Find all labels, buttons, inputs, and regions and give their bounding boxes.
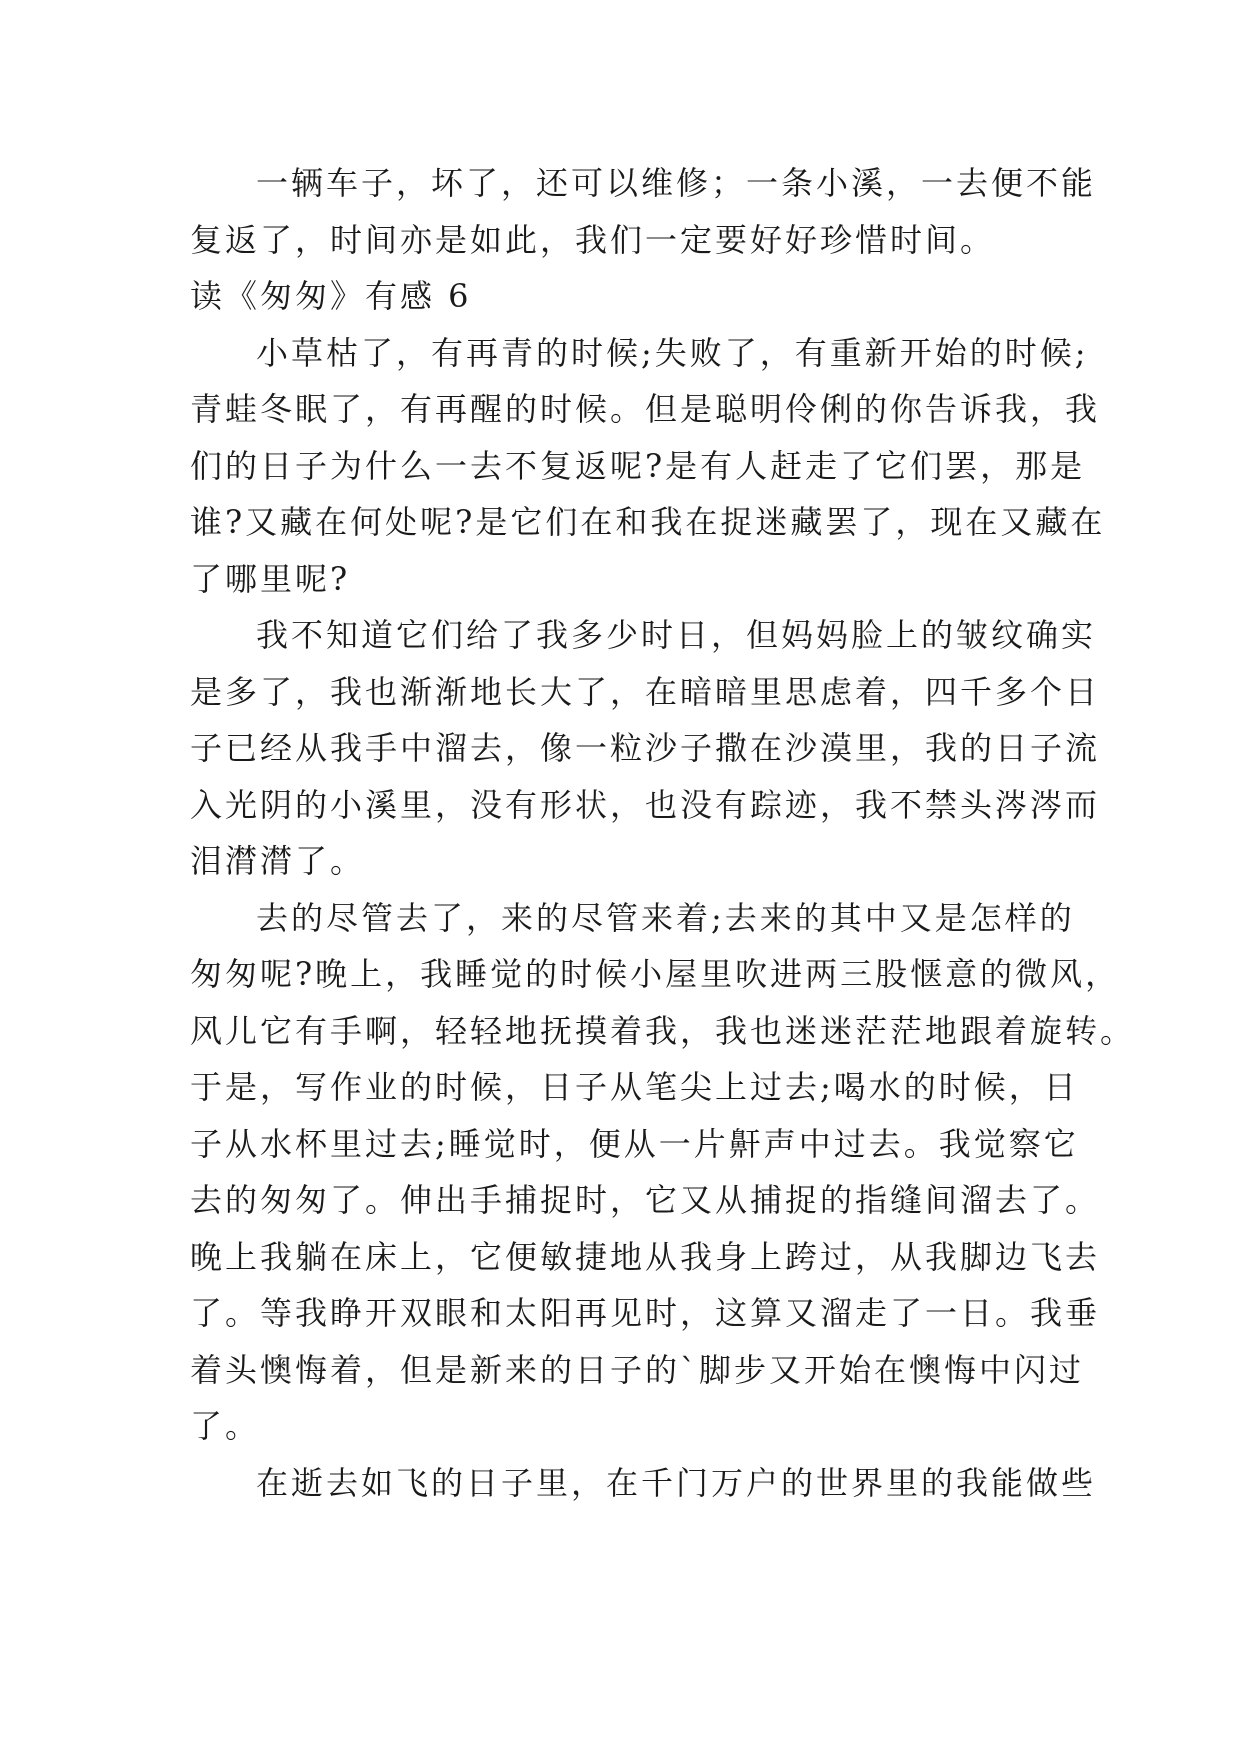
paragraph-line: 了。等我睁开双眼和太阳再见时，这算又溜走了一日。我垂 (190, 1294, 1101, 1332)
paragraph-line: 我不知道它们给了我多少时日，但妈妈脸上的皱纹确实 (256, 616, 1097, 654)
paragraph-line: 着头懊悔着，但是新来的日子的`脚步又开始在懊悔中闪过 (190, 1350, 1085, 1389)
paragraph-line: 一辆车子，坏了，还可以维修；一条小溪，一去便不能 (256, 164, 1097, 202)
paragraph-line: 晚上我躺在床上，它便敏捷地从我身上跨过，从我脚边飞去 (190, 1237, 1101, 1276)
paragraph-line: 去的匆匆了。伸出手捕捉时，它又从捕捉的指缝间溜去了。 (190, 1181, 1101, 1219)
paragraph-line: 是多了，我也渐渐地长大了，在暗暗里思虑着，四千多个日 (190, 672, 1101, 711)
paragraph-line: 风儿它有手啊，轻轻地抚摸着我，我也迷迷茫茫地跟着旋转。 (190, 1011, 1136, 1050)
paragraph-line: 泪潸潸了。 (190, 842, 366, 880)
paragraph-line: 了哪里呢? (190, 559, 351, 598)
paragraph-line: 了。 (190, 1407, 261, 1445)
section-heading: 读《匆匆》有感 6 (190, 277, 472, 315)
paragraph-line: 匆匆呢?晚上，我睡觉的时候小屋里吹进两三股惬意的微风， (190, 955, 1121, 993)
paragraph-line: 子已经从我手中溜去，像一粒沙子撒在沙漠里，我的日子流 (190, 729, 1101, 767)
paragraph-line: 们的日子为什么一去不复返呢?是有人赶走了它们罢，那是 (190, 446, 1086, 485)
paragraph-line: 复返了，时间亦是如此，我们一定要好好珍惜时间。 (190, 220, 996, 259)
paragraph-line: 青蛙冬眠了，有再醒的时候。但是聪明伶俐的你告诉我，我 (190, 390, 1101, 428)
paragraph-line: 小草枯了，有再青的时候;失败了，有重新开始的时候; (256, 333, 1089, 372)
paragraph-line: 子从水杯里过去;睡觉时，便从一片鼾声中过去。我觉察它 (190, 1124, 1079, 1163)
paragraph-line: 谁?又藏在何处呢?是它们在和我在捉迷藏罢了，现在又藏在 (190, 503, 1106, 541)
document-page (190, 155, 1136, 1511)
paragraph-line: 去的尽管去了，来的尽管来着;去来的其中又是怎样的 (256, 898, 1075, 937)
paragraph-line: 入光阴的小溪里，没有形状，也没有踪迹，我不禁头涔涔而 (190, 785, 1101, 824)
paragraph-line: 在逝去如飞的日子里，在千门万户的世界里的我能做些 (256, 1463, 1097, 1502)
paragraph-line: 于是，写作业的时候，日子从笔尖上过去;喝水的时候，日 (190, 1068, 1079, 1106)
